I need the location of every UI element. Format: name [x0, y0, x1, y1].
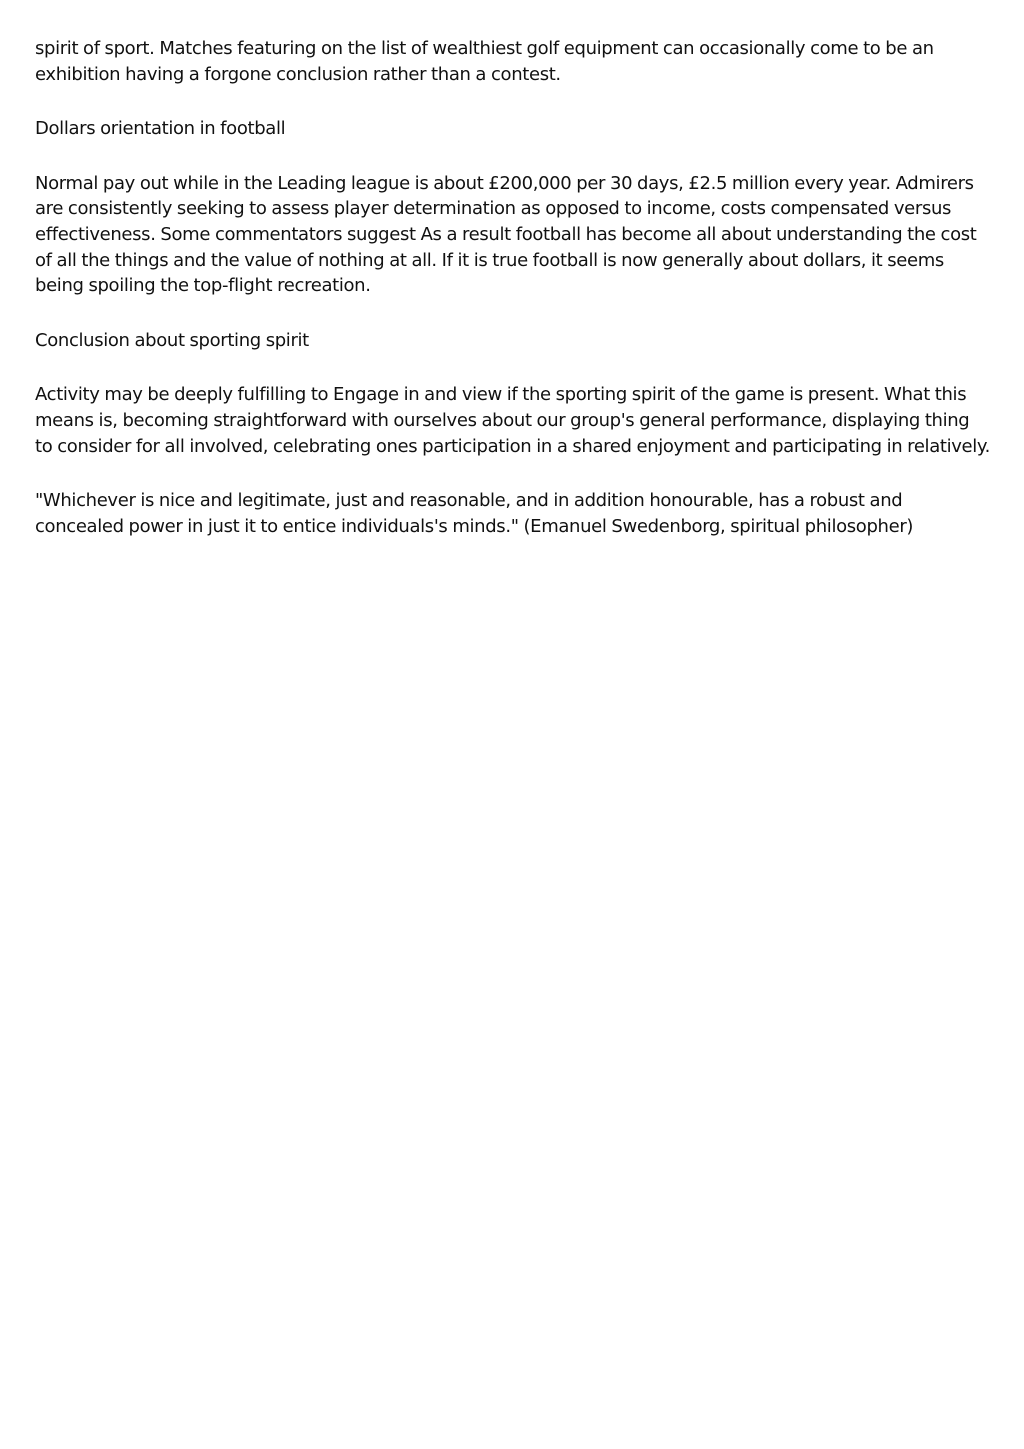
- section-heading-dollars: Dollars orientation in football: [35, 118, 286, 140]
- paragraph-quote: "Whichever is nice and legitimate, just and reasonable, and in addition honourable, has a robust and concealed power in just it to entice individuals's minds." (Emanuel Swedenborg, spiritual philosopher): [35, 490, 914, 537]
- paragraph-activity: Activity may be deeply fulfilling to Engage in and view if the sporting spirit of the game is present. What this means is, becoming straightforward with ourselves about our group's general performance, displaying thing to consider for all involved, celebrating ones participation in a shared enjoyment and participating in relatively.: [35, 384, 991, 457]
- paragraph-continuation: spirit of sport. Matches featuring on the list of wealthiest golf equipment can occasionally come to be an exhibition having a forgone conclusion rather than a contest.: [35, 38, 934, 85]
- paragraph-pay: Normal pay out while in the Leading league is about £200,000 per 30 days, £2.5 million every year. Admirers are consistently seeking to assess player determination as opposed to income, costs compensated versus effectiveness. Some commentators suggest As a result football has become all about understanding the cost of all the things and the value of nothing at all. If it is true football is now generally about dollars, it seems being spoiling the top-flight recreation.: [35, 172, 977, 297]
- section-heading-conclusion: Conclusion about sporting spirit: [35, 329, 309, 351]
- document-body: [35, 36, 991, 568]
